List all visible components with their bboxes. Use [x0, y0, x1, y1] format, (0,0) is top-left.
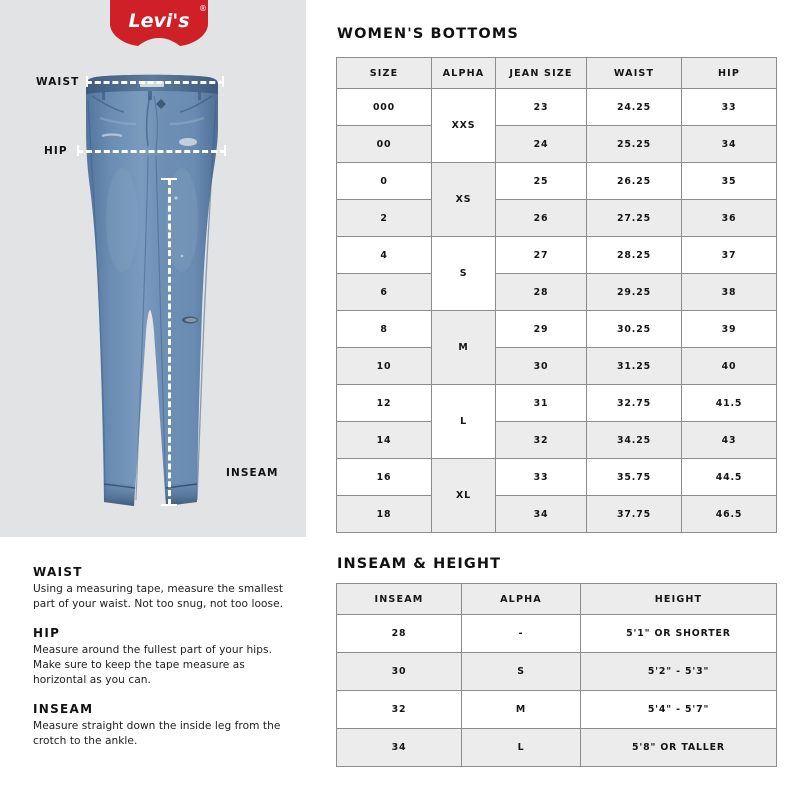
table-row: [337, 348, 777, 385]
hip-cell: 34: [682, 126, 777, 163]
hip-measure-line: [77, 150, 226, 153]
alpha-cell: M: [462, 691, 581, 729]
inseam-table-title: INSEAM & HEIGHT: [337, 556, 502, 572]
table-row: [337, 615, 777, 653]
inseam-table-body: [337, 615, 777, 767]
alpha-cell: S: [462, 653, 581, 691]
inseam-cell: 34: [337, 729, 462, 767]
waist-line-cap-right: [222, 76, 224, 87]
inseam-line-cap-top: [161, 178, 177, 180]
jean-size-cell: 29: [496, 311, 587, 348]
size-cell: 00: [337, 126, 432, 163]
waist-cell: 27.25: [587, 200, 682, 237]
column-header: HIP: [682, 58, 777, 89]
size-cell: 14: [337, 422, 432, 459]
inseam-line-cap-bottom: [161, 504, 177, 506]
measuring-instructions: [33, 565, 295, 763]
inseam-measure-line: [168, 179, 171, 505]
waist-cell: 25.25: [587, 126, 682, 163]
bottoms-table-head: [337, 58, 777, 89]
product-image-panel: [0, 0, 306, 537]
instruction-heading: HIP: [33, 626, 61, 641]
column-header: HEIGHT: [581, 584, 777, 615]
jean-size-cell: 23: [496, 89, 587, 126]
bottoms-table-title: WOMEN'S BOTTOMS: [337, 26, 519, 42]
inseam-label: INSEAM: [226, 467, 279, 479]
instruction-body: Using a measuring tape, measure the smallest part of your waist. Not too snug, not too loose.: [33, 583, 284, 611]
size-cell: 10: [337, 348, 432, 385]
alpha-cell: XXS: [432, 89, 496, 163]
waist-cell: 26.25: [587, 163, 682, 200]
column-header: INSEAM: [337, 584, 462, 615]
waist-cell: 28.25: [587, 237, 682, 274]
bottoms-table-body: [337, 89, 777, 533]
table-row: [337, 459, 777, 496]
waist-cell: 29.25: [587, 274, 682, 311]
waist-cell: 24.25: [587, 89, 682, 126]
waist-cell: 35.75: [587, 459, 682, 496]
jean-size-cell: 24: [496, 126, 587, 163]
alpha-cell: XL: [432, 459, 496, 533]
alpha-cell: XS: [432, 163, 496, 237]
instruction-body: Measure straight down the inside leg from the crotch to the ankle.: [33, 720, 281, 748]
table-row: [337, 126, 777, 163]
hip-cell: 41.5: [682, 385, 777, 422]
size-cell: 2: [337, 200, 432, 237]
table-row: [337, 163, 777, 200]
waist-measure-line: [86, 81, 224, 84]
svg-text:®: ®: [199, 4, 207, 13]
instruction-body: Measure around the fullest part of your hips. Make sure to keep the tape measure as horizontal as you can.: [33, 644, 273, 687]
hip-cell: 38: [682, 274, 777, 311]
inseam-cell: 32: [337, 691, 462, 729]
hip-cell: 40: [682, 348, 777, 385]
svg-text:Levi's: Levi's: [128, 10, 190, 32]
jeans-illustration: [78, 70, 226, 510]
levis-batwing-logo: [104, 0, 214, 46]
waist-line-cap-left: [86, 76, 88, 87]
hip-cell: 39: [682, 311, 777, 348]
waist-cell: 37.75: [587, 496, 682, 533]
size-cell: 0: [337, 163, 432, 200]
hip-cell: 46.5: [682, 496, 777, 533]
inseam-table-head: [337, 584, 777, 615]
instruction-block: [33, 565, 295, 612]
column-header: ALPHA: [432, 58, 496, 89]
size-cell: 8: [337, 311, 432, 348]
table-row: [337, 200, 777, 237]
alpha-cell: -: [462, 615, 581, 653]
hip-line-cap-left: [77, 145, 79, 156]
hip-line-cap-right: [224, 145, 226, 156]
bottoms-header-row: [337, 58, 777, 89]
hip-cell: 35: [682, 163, 777, 200]
table-row: [337, 237, 777, 274]
alpha-cell: L: [462, 729, 581, 767]
hip-cell: 43: [682, 422, 777, 459]
column-header: SIZE: [337, 58, 432, 89]
jean-size-cell: 27: [496, 237, 587, 274]
jean-size-cell: 33: [496, 459, 587, 496]
jean-size-cell: 26: [496, 200, 587, 237]
jean-size-cell: 34: [496, 496, 587, 533]
inseam-cell: 30: [337, 653, 462, 691]
inseam-cell: 28: [337, 615, 462, 653]
column-header: ALPHA: [462, 584, 581, 615]
table-row: [337, 691, 777, 729]
size-cell: 16: [337, 459, 432, 496]
size-cell: 4: [337, 237, 432, 274]
size-cell: 000: [337, 89, 432, 126]
instruction-heading: INSEAM: [33, 702, 94, 717]
hip-cell: 36: [682, 200, 777, 237]
jean-size-cell: 30: [496, 348, 587, 385]
height-cell: 5'2" - 5'3": [581, 653, 777, 691]
table-row: [337, 311, 777, 348]
waist-cell: 34.25: [587, 422, 682, 459]
table-row: [337, 274, 777, 311]
jean-size-cell: 32: [496, 422, 587, 459]
alpha-cell: L: [432, 385, 496, 459]
instruction-heading: WAIST: [33, 565, 83, 579]
table-row: [337, 422, 777, 459]
waist-label: WAIST: [36, 76, 80, 88]
height-cell: 5'8" OR TALLER: [581, 729, 777, 767]
inseam-header-row: [337, 584, 777, 615]
jean-size-cell: 25: [496, 163, 587, 200]
size-cell: 12: [337, 385, 432, 422]
waist-cell: 32.75: [587, 385, 682, 422]
table-row: [337, 653, 777, 691]
womens-bottoms-table: [336, 57, 777, 533]
hip-cell: 33: [682, 89, 777, 126]
waist-cell: 30.25: [587, 311, 682, 348]
instruction-block: [33, 626, 295, 688]
size-cell: 6: [337, 274, 432, 311]
table-row: [337, 385, 777, 422]
alpha-cell: S: [432, 237, 496, 311]
hip-label: HIP: [44, 145, 68, 157]
column-header: JEAN SIZE: [496, 58, 587, 89]
column-header: WAIST: [587, 58, 682, 89]
height-cell: 5'1" OR SHORTER: [581, 615, 777, 653]
table-row: [337, 89, 777, 126]
height-cell: 5'4" - 5'7": [581, 691, 777, 729]
waist-cell: 31.25: [587, 348, 682, 385]
alpha-cell: M: [432, 311, 496, 385]
table-row: [337, 496, 777, 533]
jean-size-cell: 28: [496, 274, 587, 311]
hip-cell: 44.5: [682, 459, 777, 496]
inseam-height-table: [336, 583, 777, 767]
table-row: [337, 729, 777, 767]
jean-size-cell: 31: [496, 385, 587, 422]
size-cell: 18: [337, 496, 432, 533]
hip-cell: 37: [682, 237, 777, 274]
instruction-block: [33, 702, 295, 749]
